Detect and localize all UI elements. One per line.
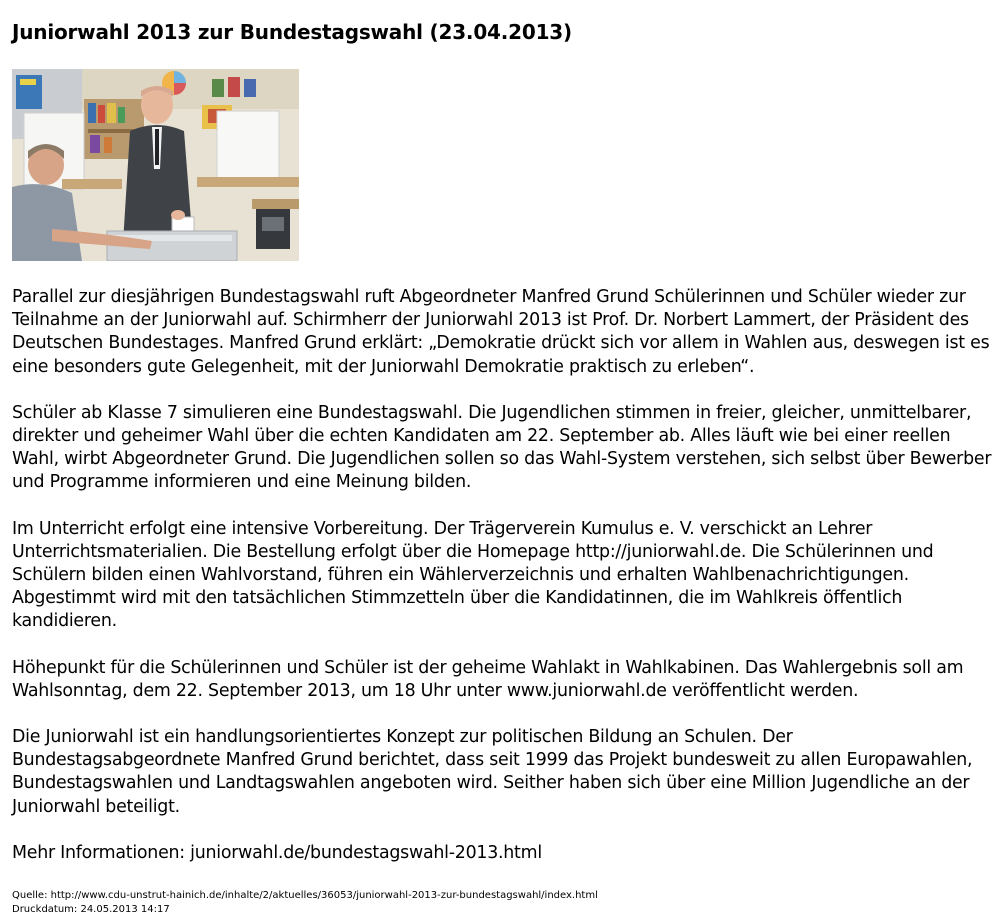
source-url[interactable]: Quelle: http://www.cdu-unstrut-hainich.de/inhalte/2/aktuelles/36053/juniorwahl-2013-zur-bundestagswahl/index.html	[12, 890, 598, 901]
more-info-link[interactable]: Mehr Informationen: juniorwahl.de/bundestagswahl-2013.html	[12, 842, 542, 863]
print-date: Druckdatum: 24.05.2013 14:17	[12, 903, 170, 915]
article-body	[12, 286, 996, 888]
page-footer	[12, 889, 598, 916]
paragraph-2: Schüler ab Klasse 7 simulieren eine Bundestagswahl. Die Jugendlichen stimmen in freier, gleicher, unmittelbarer, direkter und geheimer Wahl über die echten Kandidaten am 22. September ab. Alles läuft wie bei einer reellen Wahl, wirbt Abgeordneter Grund. Die Jugendlichen sollen so das Wahl-System verstehen, sich selbst über Bewerber und Programme informieren und eine Meinung bilden.	[12, 402, 992, 493]
paragraph-3: Im Unterricht erfolgt eine intensive Vorbereitung. Der Trägerverein Kumulus e. V. verschickt an Lehrer Unterrichtsmaterialien. Die Bestellung erfolgt über die Homepage http://juniorwahl.de. Die Schülerinnen und Schülern bilden einen Wahlvorstand, führen ein Wählerverzeichnis und erhalten Wahlbenachrichtigungen. Abgestimmt wird mit den tatsächlichen Stimmzetteln über die Kandidatinnen, die im Wahlkreis öffentlich kandidieren.	[12, 518, 934, 632]
paragraph-1: Parallel zur diesjährigen Bundestagswahl ruft Abgeordneter Manfred Grund Schülerinnen und Schüler wieder zur Teilnahme an der Juniorwahl auf. Schirmherr der Juniorwahl 2013 ist Prof. Dr. Norbert Lammert, der Präsident des Deutschen Bundestages. Manfred Grund erklärt: „Demokratie drückt sich vor allem in Wahlen aus, deswegen ist es eine besonders gute Gelegenheit, mit der Juniorwahl Demokratie praktisch zu erleben“.	[12, 287, 990, 377]
article-photo	[12, 69, 299, 261]
page-title: Juniorwahl 2013 zur Bundestagswahl (23.04.2013)	[12, 20, 572, 44]
paragraph-5: Die Juniorwahl ist ein handlungsorientiertes Konzept zur politischen Bildung an Schulen. Der Bundestagsabgeordnete Manfred Grund berichtet, dass seit 1999 das Projekt bundesweit zu allen Europawahlen, Bundestagswahlen und Landtagswahlen angeboten wird. Seither haben sich über eine Million Jugendliche an der Juniorwahl beteiligt.	[12, 727, 973, 817]
paragraph-4: Höhepunkt für die Schülerinnen und Schüler ist der geheime Wahlakt in Wahlkabinen. Das Wahlergebnis soll am Wahlsonntag, dem 22. September 2013, um 18 Uhr unter www.juniorwahl.de veröffentlicht werden.	[12, 657, 964, 701]
